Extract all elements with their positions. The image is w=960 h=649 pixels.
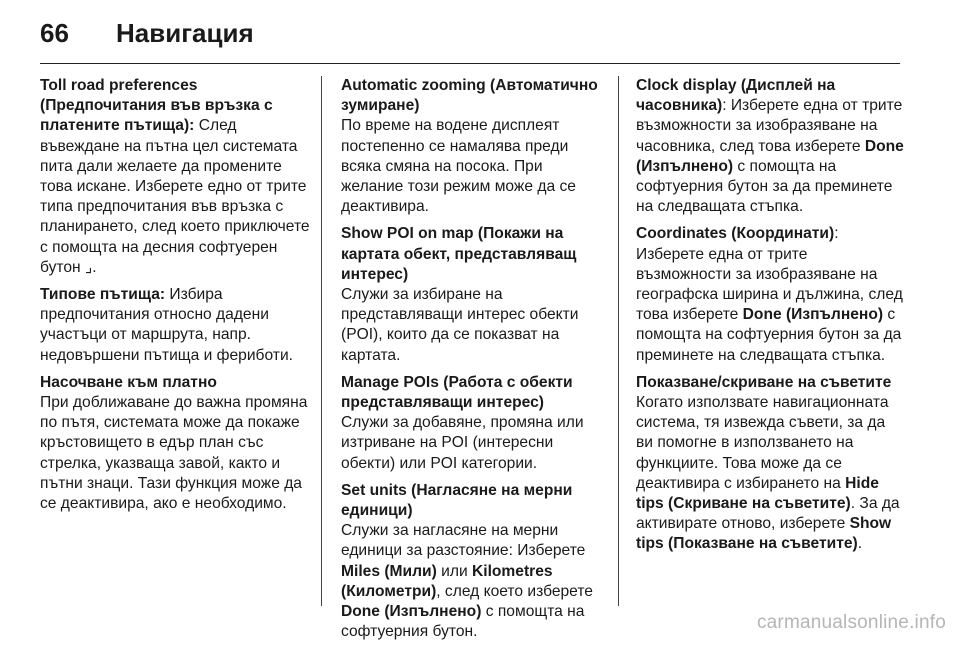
section-body: Избира предпочитания относно дадени участъци от маршрута, напр. недовършени пътища и фериботи. xyxy=(40,286,293,364)
section-body: При доближаване до важна промяна по пътя, системата може да покаже кръстовището в едър план със стрелка, указваща завой, както и пътни знаци. Тази функция може да се деактивира, ако е необходимо. xyxy=(40,394,308,513)
section-toll-road-preferences xyxy=(40,76,312,278)
section-heading: Clock display (Дисплей на часовника) xyxy=(636,77,836,115)
option-show-tips: Show tips (Показване на съветите) xyxy=(636,515,892,553)
section-body: Служи за добавяне, промяна или изтриване на POI (интересни обекти) или POI категории. xyxy=(341,414,584,472)
section-set-units xyxy=(341,481,603,643)
body-text: : Изберете една от трите възможности за изобразяване на географска ширина и дължина, след това изберете xyxy=(636,225,903,324)
option-miles: Miles (Мили) xyxy=(341,562,437,580)
body-text: или xyxy=(436,562,472,580)
section-lane-guidance xyxy=(40,373,312,514)
section-body: След въвеждане на пътна цел системата пита дали желаете да промените това искане. Изберете едно от трите типа предпочитания във връзка с планирането, след което приключете с помощта на десния софтуерен бутон ⌟. xyxy=(40,117,310,276)
option-kilometres: Kilometres (Километри) xyxy=(341,562,553,600)
section-heading: Насочване към платно xyxy=(40,373,217,391)
section-heading: Show POI on map (Покажи на картата обект, представляващ интерес) xyxy=(341,225,577,283)
column-divider-1 xyxy=(321,76,322,606)
body-text: : Изберете една от трите възможности за изобразяване на часовника, след това изберете xyxy=(636,97,903,155)
section-automatic-zooming xyxy=(341,76,603,217)
section-heading: Set units (Нагласяне на мерни единици) xyxy=(341,481,573,520)
column-3 xyxy=(636,76,904,562)
section-heading: Типове пътища: xyxy=(40,286,166,304)
body-text: с помощта на софтуерния бутон. xyxy=(341,603,585,641)
option-done: Done (Изпълнено) xyxy=(742,306,884,324)
option-hide-tips: Hide tips (Скриване на съветите) xyxy=(636,474,879,513)
body-text: с помощта на софтуерния бутон за да преминете на следващата стъпка. xyxy=(636,157,893,216)
page-header xyxy=(40,14,900,54)
option-done: Done (Изпълнено) xyxy=(341,603,482,621)
column-2 xyxy=(341,76,603,649)
section-heading: Manage POIs (Работа с обекти представляващи интерес) xyxy=(341,373,573,412)
body-text: Когато използвате навигационната система, тя извежда съвети, за да ви помогне в използването на функциите. Това може да се деактивира с избирането на xyxy=(636,394,889,492)
section-heading: Toll road preferences (Предпочитания във връзка с платените пътища): xyxy=(40,77,273,135)
section-road-types xyxy=(40,285,312,366)
body-text: , след което изберете xyxy=(436,582,593,600)
body-text: Служи за нагласяне на мерни единици за разстояние: Изберете xyxy=(341,522,586,560)
body-text: с помощта на софтуерния бутон за да преминете на следващата стъпка. xyxy=(636,306,902,364)
section-heading: Показване/скриване на съветите xyxy=(636,373,892,391)
section-heading: Automatic zooming (Автоматично зумиране) xyxy=(341,77,598,115)
section-body: По време на водене дисплеят постепенно се намалява преди всяка смяна на посока. При желание този режим може да се деактивира. xyxy=(341,117,576,216)
section-body xyxy=(636,393,904,555)
section-body xyxy=(341,521,603,642)
section-manage-pois xyxy=(341,373,603,474)
page-number: 66 xyxy=(40,18,69,48)
section-tips xyxy=(636,373,904,555)
column-1 xyxy=(40,76,312,521)
header-rule xyxy=(40,63,900,64)
section-coordinates xyxy=(636,224,904,365)
section-clock-display xyxy=(636,76,904,217)
section-heading: Coordinates (Координати) xyxy=(636,225,835,243)
section-show-poi xyxy=(341,224,603,365)
option-done: Done (Изпълнено) xyxy=(636,137,904,175)
watermark: carmanualsonline.info xyxy=(756,612,946,633)
section-body: Служи за избиране на представляващи интерес обекти (POI), които да се показват на картата. xyxy=(341,286,579,364)
body-text: . За да активирате отново, изберете xyxy=(636,495,900,533)
page-title: Навигация xyxy=(116,18,254,48)
body-text: . xyxy=(857,535,863,553)
column-divider-2 xyxy=(618,76,619,606)
